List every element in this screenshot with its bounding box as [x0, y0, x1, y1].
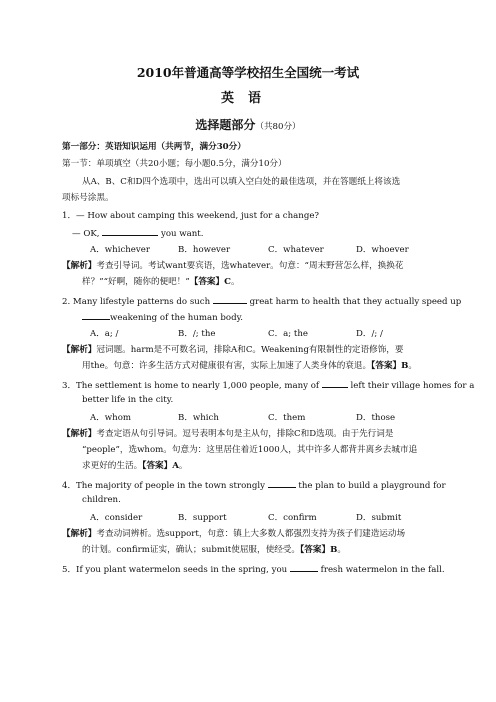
q2-explanation-2: 用the。句意：许多生活方式对健康很有害，实际上加速了人类身体的衰退。【答案】B。 [82, 361, 418, 371]
q2-option-d[interactable]: D．/; / [356, 329, 383, 339]
exam-title: 2010年普通高等学校招生全国统一考试 [136, 65, 360, 80]
q2-option-c[interactable]: C．a; the [268, 329, 308, 339]
part-title: 选择题部分 [195, 118, 256, 132]
q3-option-c[interactable]: C．them [268, 413, 306, 423]
q2-stem-1: 2. Many lifestyle patterns do such great harm to health that they actually speed up [62, 294, 461, 308]
q1-option-c[interactable]: C．whatever [268, 245, 324, 255]
q4-option-c[interactable]: C．confirm [268, 513, 317, 523]
q1-option-a[interactable]: A．whichever [90, 245, 150, 255]
q5-blank[interactable] [290, 562, 318, 572]
section-one-heading: 第一节：单项填空（共20小题；每小题0.5分，满分10分） [62, 159, 287, 169]
q4-answer: B [330, 545, 338, 555]
q3-blank[interactable] [322, 378, 348, 388]
q4-blank[interactable] [268, 478, 296, 488]
q2-blank[interactable] [213, 294, 247, 304]
part-heading [0, 119, 496, 133]
q4-option-d[interactable]: D．submit [356, 513, 402, 523]
q3-answer: A [172, 461, 179, 471]
q1-line2: — OK, you want. [72, 226, 204, 240]
q2-stem-2: weakening of the human body. [82, 310, 243, 324]
q4-stem-1: 4．The majority of people in the town strongly the plan to build a playground for [62, 478, 446, 492]
instruction-line-1: 从A、B、C和D四个选项中，选出可以填入空白处的最佳选项，并在答题纸上将该选 [82, 177, 401, 187]
q3-explanation-1: 【解析】考查定语从句引导词。逗号表明本句是主从句，排除C和D选项。由于先行词是 [62, 429, 394, 439]
q3-option-a[interactable]: A．whom [90, 413, 132, 423]
q1-blank[interactable] [102, 226, 158, 236]
part-score: （共80分） [255, 122, 301, 132]
q2-option-b[interactable]: B．/; the [178, 329, 216, 339]
q4-option-b[interactable]: B．support [178, 513, 227, 523]
q4-explanation-2: 的计划。confirm证实，确认；submit使屈服，使经受。【答案】B。 [82, 545, 346, 555]
q1-option-d[interactable]: D．whoever [356, 245, 409, 255]
q1-explanation-2: 样？”“好啊，随你的便吧！”【答案】C。 [82, 277, 240, 287]
q2-explanation-1: 【解析】冠词题。harm是不可数名词，排除A和C。Weakening有限制性的定语修饰，要 [62, 345, 404, 355]
q3-stem-1: 3．The settlement is home to nearly 1,000 people, many of left their village homes for a [62, 378, 474, 392]
q5-stem-1: 5．If you plant watermelon seeds in the spring, you fresh watermelon in the fall. [62, 562, 445, 576]
q2-blank-2[interactable] [82, 310, 110, 320]
instruction-line-2: 项标号涂黑。 [62, 193, 114, 203]
exam-subject: 英语 [220, 91, 275, 106]
q3-option-b[interactable]: B．which [178, 413, 219, 423]
q2-option-a[interactable]: A．a; / [90, 329, 119, 339]
q3-stem-2: better life in the city. [82, 395, 174, 405]
q1-option-b[interactable]: B．however [178, 245, 231, 255]
q3-option-d[interactable]: D．those [356, 413, 396, 423]
q4-explanation-1: 【解析】考查动词辨析。选support，句意：镇上大多数人都强烈支持为孩子们建造运动场 [62, 529, 406, 539]
q1-answer: C [224, 277, 231, 287]
q3-explanation-3: 求更好的生活。【答案】A。 [82, 461, 188, 471]
q1-stem: 1．— How about camping this weekend, just for a change? [62, 211, 320, 221]
q2-answer: B [401, 361, 409, 371]
q4-stem-2: children. [82, 495, 121, 505]
q4-option-a[interactable]: A．consider [90, 513, 143, 523]
q3-explanation-2: “people”，选whom。句意为：这里居住着近1000人，其中许多人都背井离乡去城市追 [82, 445, 418, 455]
part-one-heading: 第一部分：英语知识运用（共两节，满分30分） [62, 142, 246, 152]
q1-explanation-1: 【解析】考查引导词。考试want要宾语，选whatever。句意：“周末野营怎么样，换换花 [62, 261, 404, 271]
